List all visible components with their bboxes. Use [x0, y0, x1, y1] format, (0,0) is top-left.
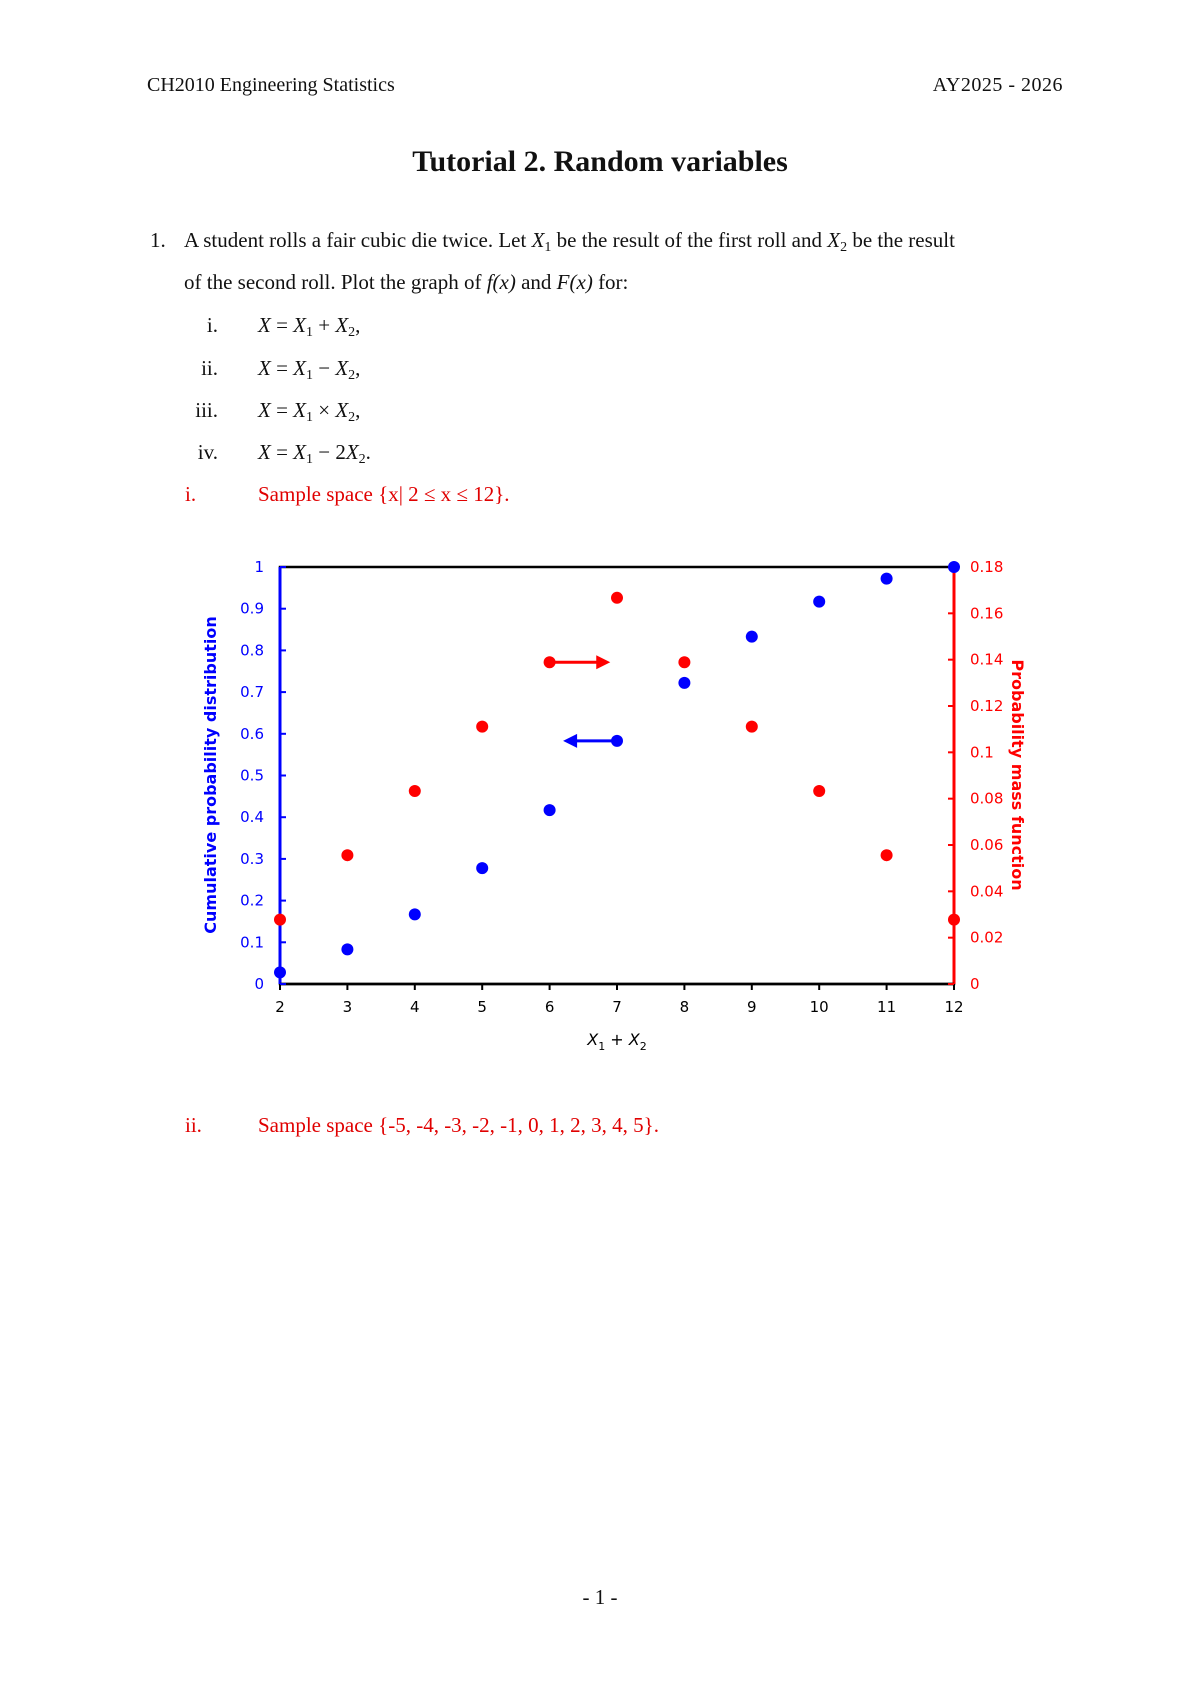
pmf-point — [948, 914, 960, 926]
cdf-point — [274, 966, 286, 978]
left-tick-label: 0.9 — [240, 599, 264, 618]
pmf-point — [341, 849, 353, 861]
cdf-point — [611, 735, 623, 747]
pmf-point — [544, 656, 556, 668]
cdf-point — [813, 596, 825, 608]
right-tick-label: 0.1 — [970, 743, 994, 762]
cdf-point — [948, 561, 960, 573]
left-tick-label: 0.8 — [240, 641, 264, 660]
cdf-point — [409, 908, 421, 920]
annotation-arrow-head — [596, 655, 610, 669]
left-tick-label: 0.6 — [240, 724, 264, 743]
left-tick-label: 0.5 — [240, 766, 264, 785]
pmf-point — [274, 914, 286, 926]
pmf-point — [746, 721, 758, 733]
cdf-point — [678, 677, 690, 689]
right-tick-label: 0.06 — [970, 836, 1004, 854]
x-tick-label: 4 — [410, 998, 420, 1016]
pmf-point — [678, 656, 690, 668]
pmf-point — [611, 592, 623, 604]
left-tick-label: 0.4 — [240, 808, 264, 827]
cdf-point — [341, 943, 353, 955]
answer-ii-text: Sample space {-5, -4, -3, -2, -1, 0, 1, 2, 3, 4, 5}. — [258, 1113, 659, 1137]
cdf-point — [746, 631, 758, 643]
right-axis-label: Probability mass function — [1008, 659, 1027, 891]
pmf-point — [881, 849, 893, 861]
pmf-point — [813, 785, 825, 797]
pmf-point — [409, 785, 421, 797]
cdf-point — [476, 862, 488, 874]
left-tick-label: 0.2 — [240, 891, 264, 910]
x-tick-label: 12 — [944, 998, 964, 1016]
plot-frame — [280, 567, 954, 984]
right-tick-label: 0.08 — [970, 789, 1004, 808]
cdf-point — [544, 804, 556, 816]
x-tick-label: 9 — [747, 998, 757, 1016]
x-tick-label: 10 — [809, 998, 829, 1016]
cdf-point — [881, 573, 893, 585]
left-tick-label: 1 — [254, 558, 264, 576]
question-number: 1. — [150, 228, 166, 252]
header-course: CH2010 Engineering Statistics — [147, 74, 395, 96]
x-axis-label: $X_1 + X_2$ — [587, 1030, 647, 1053]
x-tick-label: 6 — [544, 998, 555, 1016]
right-tick-label: 0.16 — [970, 604, 1004, 623]
x-tick-label: 11 — [877, 998, 897, 1016]
right-tick-label: 0.14 — [970, 650, 1004, 669]
left-tick-label: 0.1 — [240, 933, 264, 952]
right-tick-label: 0.04 — [970, 882, 1004, 901]
pmf-point — [476, 721, 488, 733]
annotation-arrow-head — [563, 734, 577, 748]
x-tick-label: 2 — [275, 998, 285, 1016]
page-title: Tutorial 2. Random variables — [412, 145, 788, 178]
x-tick-label: 7 — [612, 998, 622, 1016]
left-tick-label: 0.3 — [240, 849, 264, 868]
page-number: - 1 - — [582, 1585, 618, 1609]
right-tick-label: 0.18 — [970, 558, 1004, 576]
right-tick-label: 0.12 — [970, 697, 1004, 715]
header-year: AY2025 - 2026 — [932, 74, 1063, 96]
x-tick-label: 8 — [679, 998, 690, 1016]
left-tick-label: 0.7 — [240, 683, 264, 702]
answer-i-text: Sample space {x| 2 ≤ x ≤ 12}. — [258, 482, 510, 506]
left-tick-label: 0 — [254, 975, 264, 993]
left-axis-label: Cumulative probability distribution — [201, 616, 220, 934]
x-tick-label: 5 — [477, 998, 487, 1016]
x-tick-label: 3 — [342, 998, 353, 1016]
question-1-text-line2: of the second roll. Plot the graph of f(x) and F(x) for: — [184, 270, 629, 294]
right-tick-label: 0.02 — [970, 928, 1004, 947]
right-tick-label: 0 — [970, 975, 980, 993]
